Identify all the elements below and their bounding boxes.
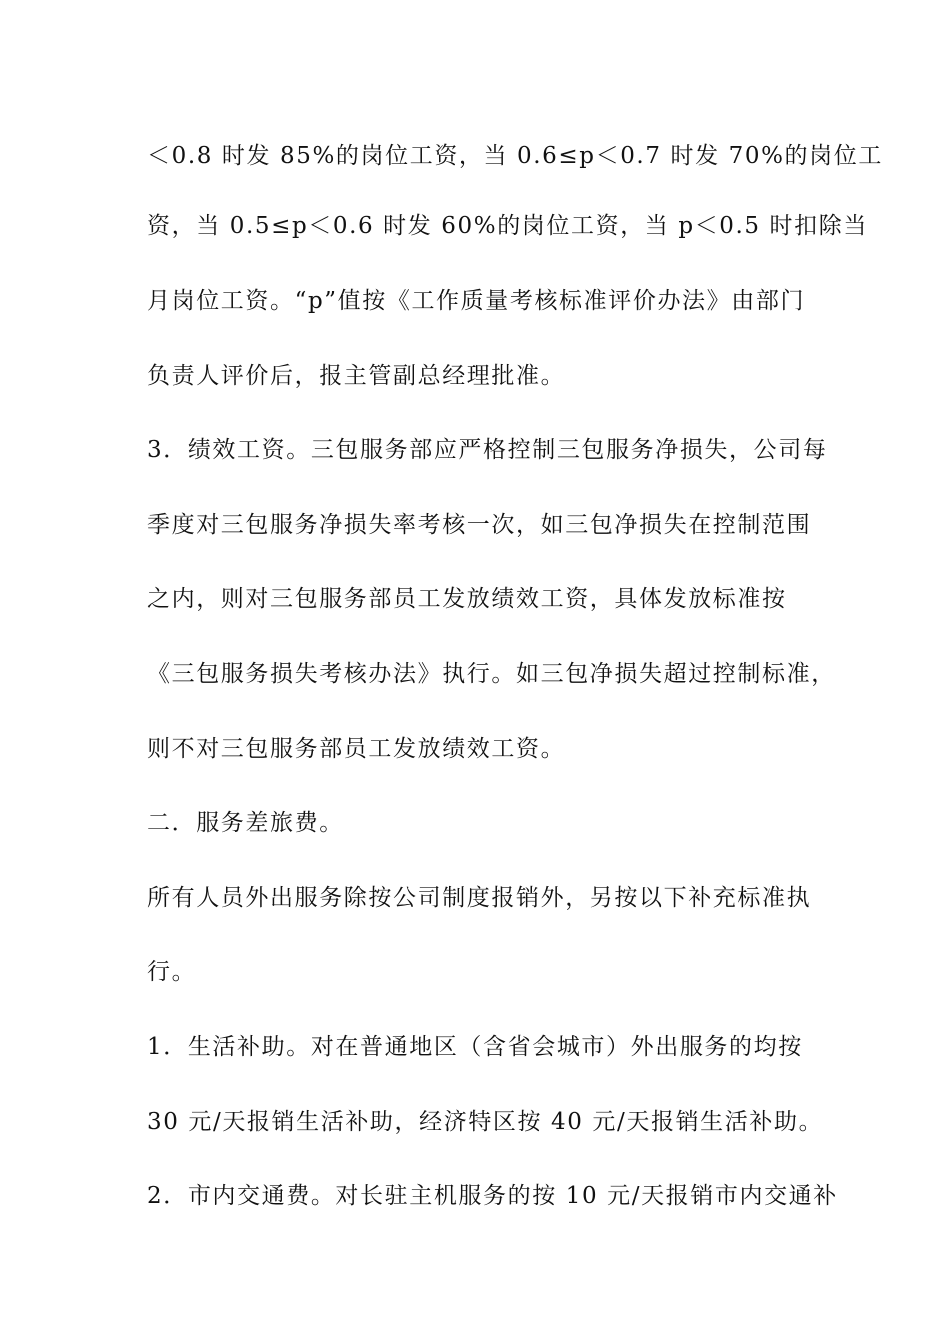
text-line: 季度对三包服务净损失率考核一次，如三包净损失在控制范围 [147,512,812,538]
text-line: 2．市内交通费。对长驻主机服务的按 10 元/天报销市内交通补 [147,1183,838,1209]
text-line: 《三包服务损失考核办法》执行。如三包净损失超过控制标准， [147,661,836,687]
text-line: 30 元/天报销生活补助，经济特区按 40 元/天报销生活补助。 [147,1109,824,1135]
text-line: ＜0.8 时发 85%的岗位工资，当 0.6≤p＜0.7 时发 70%的岗位工 [147,143,883,169]
text-line: 则不对三包服务部员工发放绩效工资。 [147,736,566,762]
text-line: 月岗位工资。“p”值按《工作质量考核标准评价办法》由部门 [147,288,806,314]
section-heading: 二．服务差旅费。 [147,810,344,836]
text-line: 3．绩效工资。三包服务部应严格控制三包服务净损失，公司每 [147,437,828,463]
text-line: 资，当 0.5≤p＜0.6 时发 60%的岗位工资，当 p＜0.5 时扣除当 [147,213,868,239]
text-line: 所有人员外出服务除按公司制度报销外，另按以下补充标准执 [147,885,812,911]
text-line: 负责人评价后，报主管副总经理批准。 [147,363,566,389]
text-line: 之内，则对三包服务部员工发放绩效工资，具体发放标准按 [147,586,787,612]
text-line: 1．生活补助。对在普通地区（含省会城市）外出服务的均按 [147,1034,803,1060]
text-line: 行。 [147,959,197,985]
